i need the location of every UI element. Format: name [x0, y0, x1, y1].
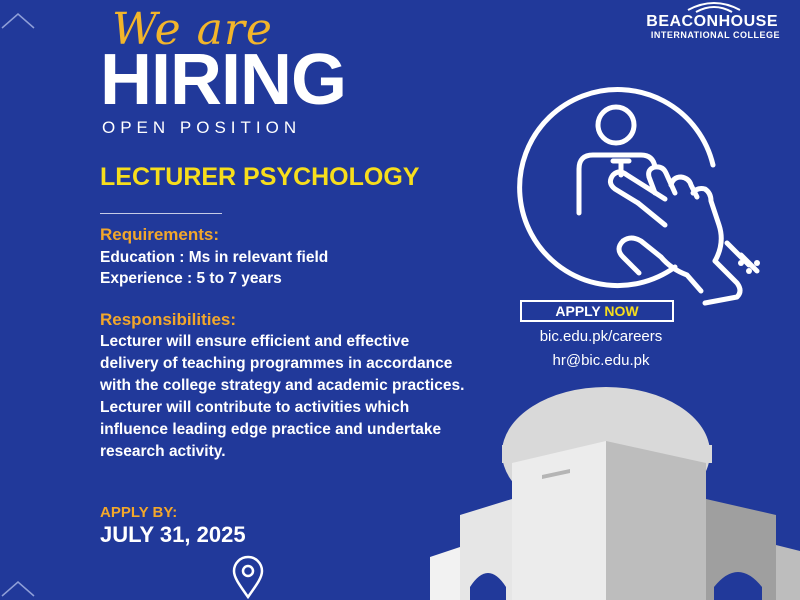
divider: [100, 213, 222, 214]
hiring-headline: HIRING: [100, 40, 346, 120]
careers-link[interactable]: bic.edu.pk/careers: [539, 328, 663, 345]
job-title: LECTURER PSYCHOLOGY: [100, 163, 420, 191]
apply-now-button-prefix: APPLY: [555, 303, 601, 319]
beacon-logo-icon: [684, 0, 744, 14]
hr-email-link[interactable]: hr@bic.edu.pk: [552, 352, 650, 369]
open-position-subheading: OPEN POSITION: [102, 118, 302, 137]
we-are-script: We are: [112, 4, 273, 55]
responsibilities-heading: Responsibilities:: [100, 310, 237, 329]
college-logo-name: BEACONHOUSE: [646, 13, 778, 30]
building-illustration: [430, 375, 800, 600]
apply-now-button-suffix: NOW: [604, 303, 639, 319]
click-hand-icon: [515, 65, 775, 315]
requirements-heading: Requirements:: [100, 225, 220, 244]
requirement-education: Education : Ms in relevant field: [100, 249, 329, 266]
corner-decoration-top: [0, 0, 50, 40]
apply-by-label: APPLY BY:: [100, 504, 178, 521]
college-logo-subtitle: INTERNATIONAL COLLEGE: [650, 30, 780, 40]
apply-now-button[interactable]: [520, 300, 674, 322]
responsibilities-text: Lecturer will ensure efficient and effective delivery of teaching programmes in accordance with the college strategy and academic practices. Lecturer will contribute to activities which influence leading edge practice and undertake research activity.: [100, 333, 465, 460]
requirement-experience: Experience : 5 to 7 years: [100, 270, 282, 287]
location-pin-icon: [228, 555, 268, 600]
apply-deadline: JULY 31, 2025: [100, 522, 246, 547]
corner-decoration-bottom: [0, 560, 50, 600]
